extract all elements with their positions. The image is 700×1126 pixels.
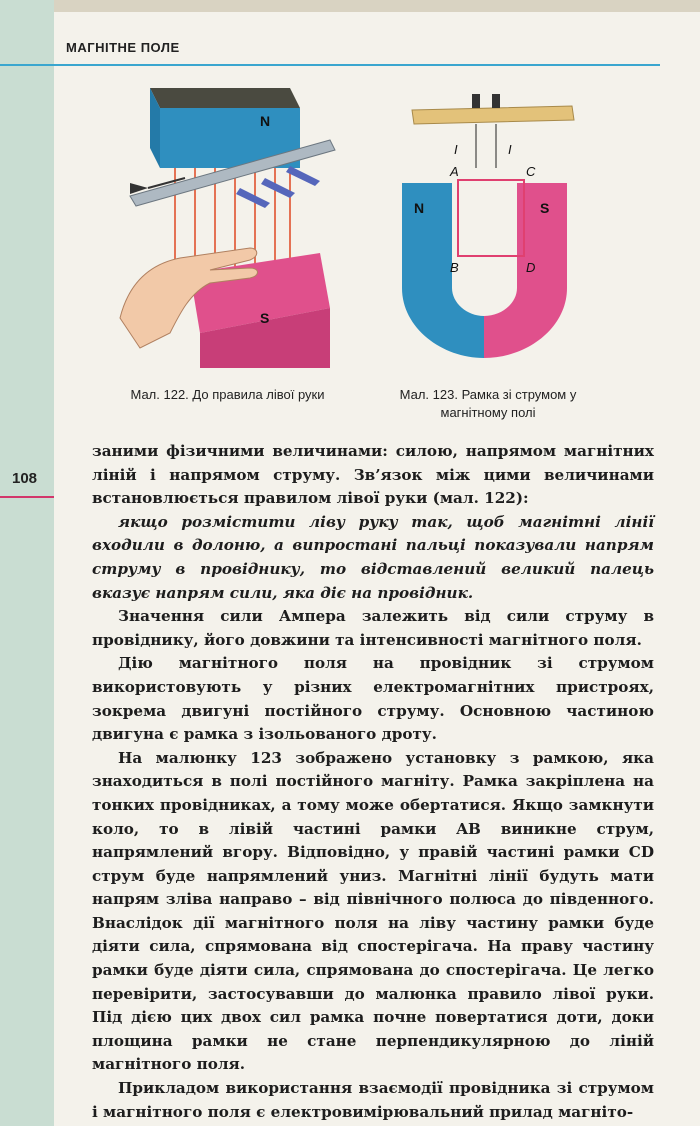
figure-left-hand-rule <box>100 78 340 378</box>
paragraph-3: Значення сили Ампера залежить від сили струму в провіднику, його довжини та інтенсивності магнітного поля. <box>92 607 654 649</box>
section-title: МАГНІТНЕ ПОЛЕ <box>66 40 180 55</box>
figure-122-caption: Мал. 122. До правила лівої руки <box>130 387 325 402</box>
left-hand-rule-statement: якщо розмістити ліву руку так, щоб магнітні лінії входили в долоню, а випростані пальці показували напрям струму в провіднику, то відставлений великий палець вказує напрям сили, яка діє на провідник. <box>92 512 654 602</box>
magnet-south-label: S <box>540 200 550 216</box>
paragraph-1: заними фізичними величинами: силою, напрямом магнітних ліній і напрямом струму. Зв’язок між цими величинами встановлюється правилом лівої руки (мал. 122): <box>92 442 654 508</box>
point-a-label: A <box>450 164 459 179</box>
point-b-label: B <box>450 260 459 275</box>
page-number: 108 <box>12 470 38 487</box>
magnet-north-label: N <box>414 200 425 216</box>
point-d-label: D <box>526 260 536 275</box>
page-number-rule <box>0 496 54 498</box>
current-label-right: I <box>508 142 512 157</box>
paragraph-4: Дію магнітного поля на провідник зі струмом використовують у різних електромагнітних пристроях, зокрема двигуні постійного струму. Основною частиною двигуна є рамка з ізольованого дроту. <box>92 654 654 744</box>
left-margin-band <box>0 0 54 1126</box>
north-pole-label: N <box>260 113 271 129</box>
top-edge <box>0 0 700 12</box>
current-label-left: I <box>454 142 458 157</box>
figure-current-loop <box>392 88 592 378</box>
body-text <box>92 440 654 1124</box>
south-pole-label: S <box>260 310 270 326</box>
paragraph-5: На малюнку 123 зображено установку з рамкою, яка знаходиться в полі постійного магніту. Рамка закріплена на тонких провідниках, а тому може обертатися. Якщо замкнути коло, то в лівій частині рамки AB виникне струм, напрямлений вгору. Відповідно, у правій частині рамки CD струм буде напрямлений униз. Магнітні лінії будуть мати напрям зліва направо – від північного полюса до південного. Внаслідок дії магнітного поля на ліву частину рамки буде діяти сила, спрямована від спостерігача. На праву частину рамки буде діяти сила, спрямована до спостерігача. Це легко перевірити, застосувавши до малюнка правило лівої руки. Під дією цих двох сил рамка почне повертатися доти, доки площина рамки не стане перпендикулярною до ліній магнітного поля. <box>92 748 654 1074</box>
point-c-label: C <box>526 164 536 179</box>
paragraph-6: Прикладом використання взаємодії провідника зі струмом і магнітного поля є електровимірювальний прилад магніто- <box>92 1079 654 1121</box>
header-rule <box>0 64 660 66</box>
figure-123-caption: Мал. 123. Рамка зі струмом у магнітному полі <box>399 387 577 420</box>
